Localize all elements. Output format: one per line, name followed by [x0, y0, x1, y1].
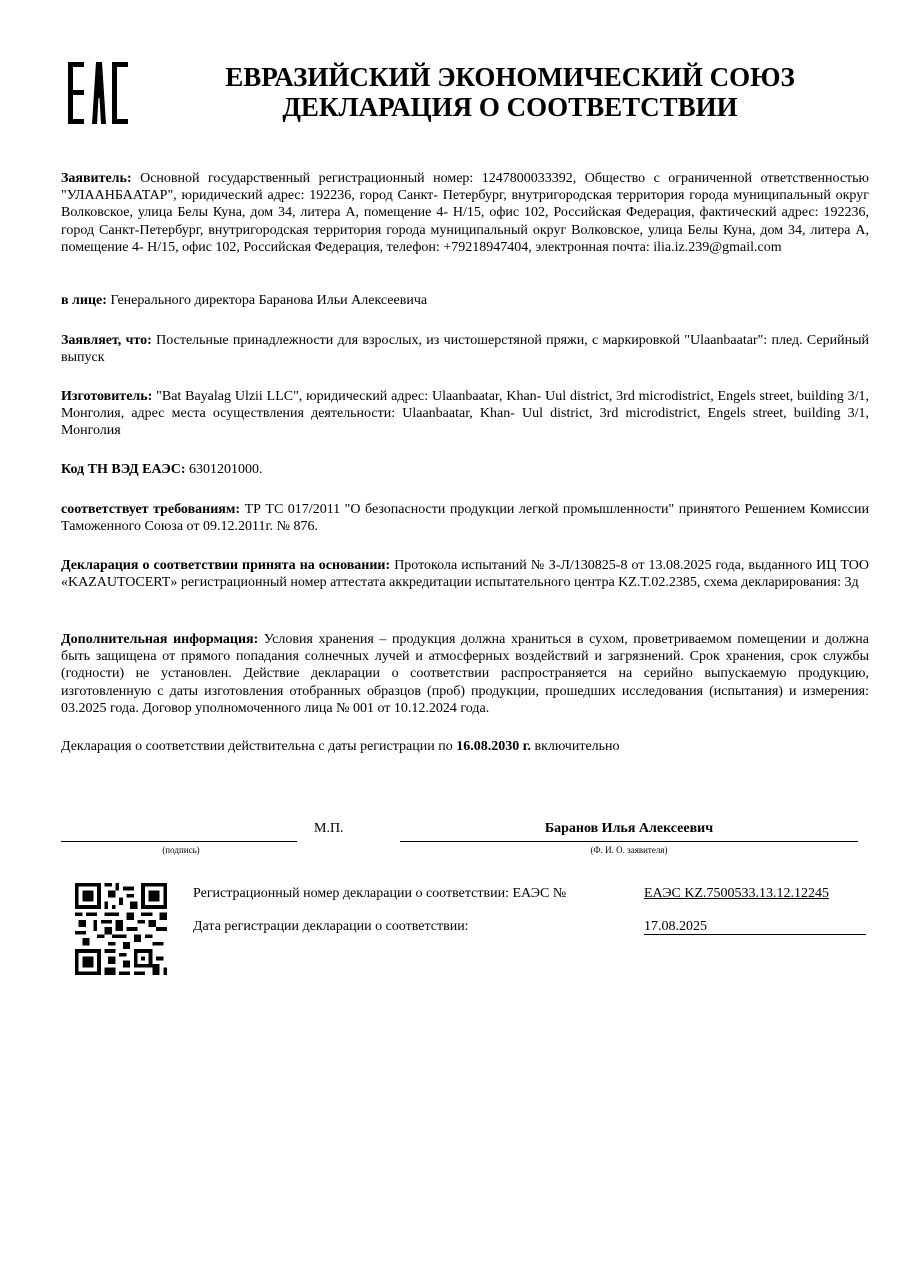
page-title [180, 62, 840, 122]
qr-code-icon [75, 883, 167, 975]
signature-caption: (подпись) [162, 845, 200, 855]
basis-text: Протокола испытаний № З-Л/130825-8 от 13.08.2025 года, выданного ИЦ ТОО «KAZAUTOCERT» регистрационный номер аттестата аккредитации испытательного центра KZ.T.02.2385, схема декларирования: 3д [61, 558, 869, 591]
basis-section [61, 557, 869, 591]
registration-number-label: Регистрационный номер декларации о соответствии: ЕАЭС № [193, 886, 567, 901]
title-line-2: ДЕКЛАРАЦИЯ О СООТВЕТСТВИИ [282, 92, 738, 122]
represented-label: в лице: [61, 293, 107, 308]
requirements-text: ТР ТС 017/2011 "О безопасности продукции легкой промышленности" принятого Решением Комиссии Таможенного Союза от 09.12.2011г. № 876. [61, 502, 870, 535]
represented-section [61, 292, 869, 309]
signer-name: Баранов Илья Алексеевич [544, 821, 714, 836]
signer-caption: (Ф. И. О. заявителя) [590, 845, 668, 855]
validity-prefix: Декларация о соответствии действительна с даты регистрации по [61, 739, 457, 754]
manufacturer-text: "Bat Bayalag Ulzii LLC", юридический адрес: Ulaanbaatar, Khan- Uul district, 3rd microdistrict, Engels street, building 3/1, Монголия, адрес места осуществления деятельности: Ulaanbaatar, Khan- Uul district, 3rd microdistrict, Engels street, building 3/1, Монголия [61, 389, 869, 439]
signer-name-line [400, 841, 858, 842]
applicant-label: Заявитель: [61, 171, 132, 186]
registration-date-label: Дата регистрации декларации о соответствии: [193, 919, 469, 934]
validity-section [61, 738, 869, 755]
registration-number-value: ЕАЭС KZ.7500533.13.12.12245 [644, 886, 830, 901]
applicant-text: Основной государственный регистрационный номер: 1247800033392, Общество с ограниченной ответственностью "УЛААНБААТАР", юридический адрес: 192236, город Санкт- Петербург, внутригородская территория города муниципальный округ Волковское, улица Белы Куна, дом 34, литера А, помещение 4- Н/15, офис 102, Российская Федерация, фактический адрес: 192236, город Санкт-Петербург, внутригородская территория города муниципальный округ Волковское, улица Белы Куна, дом 34, литера А, помещение 4- Н/15, офис 102, Российская Федерация, телефон: +79218947404, электронная почта: ilia.iz.239@gmail.com [61, 171, 869, 255]
registration-date-value: 17.08.2025 [644, 919, 866, 935]
basis-label: Декларация о соответствии принята на основании: [61, 558, 391, 573]
declares-text: Постельные принадлежности для взрослых, из чистошерстяной пряжи, с маркировкой "Ulaanbaatar": плед. Серийный выпуск [61, 333, 870, 366]
additional-section [61, 631, 869, 717]
manufacturer-label: Изготовитель: [61, 389, 153, 404]
additional-label: Дополнительная информация: [61, 632, 259, 647]
hs-code-section [61, 461, 869, 478]
hs-code-text: 6301201000. [185, 462, 263, 477]
declares-label: Заявляет, что: [61, 333, 152, 348]
requirements-label: соответствует требованиям: [61, 502, 241, 517]
stamp-place-label: М.П. [314, 821, 344, 836]
validity-date: 16.08.2030 г. [456, 739, 531, 754]
applicant-section [61, 170, 869, 256]
additional-text: Условия хранения – продукция должна храниться в сухом, проветриваемом помещении и должна быть защищена от прямого попадания солнечных лучей и атмосферных воздействий и загрязнений. Срок хранения, срок службы (годности) не установлен. Действие декларации о соответствии распространяется на серийно выпускаемую продукцию, изготовленную с даты изготовления отобранных образцов (проб) продукции, прошедших исследования (испытания) и измерения: 03.2025 года. Договор уполномоченного лица № 001 от 10.12.2024 года. [61, 632, 869, 716]
manufacturer-section [61, 388, 869, 440]
hs-code-label: Код ТН ВЭД ЕАЭС: [61, 462, 186, 477]
signature-line [61, 841, 297, 842]
requirements-section [61, 501, 869, 535]
represented-text: Генерального директора Баранова Ильи Алексеевича [106, 293, 428, 308]
validity-suffix: включительно [530, 739, 620, 754]
eac-mark-icon [66, 62, 130, 124]
title-line-1: ЕВРАЗИЙСКИЙ ЭКОНОМИЧЕСКИЙ СОЮЗ [225, 62, 795, 92]
declares-section [61, 332, 869, 366]
